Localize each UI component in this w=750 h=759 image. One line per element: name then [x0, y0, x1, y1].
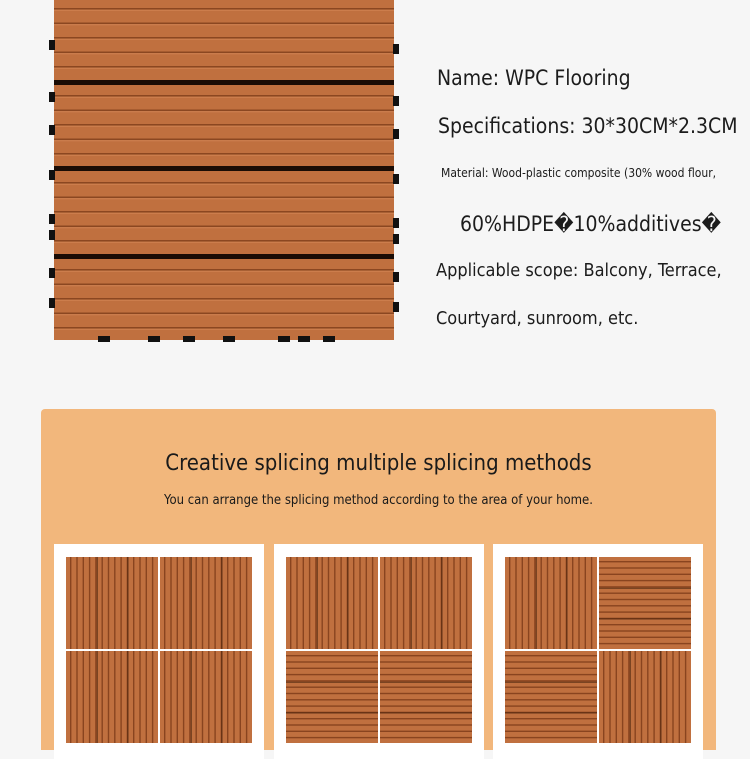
- product-specifications: Specifications: 30*30CM*2.3CM: [438, 114, 738, 138]
- product-name: Name: WPC Flooring: [437, 66, 631, 90]
- splicing-pattern-card: [493, 544, 703, 759]
- product-scope-continued: Courtyard, sunroom, etc.: [436, 308, 639, 329]
- splicing-pattern-card: [54, 544, 264, 759]
- splicing-panel: [41, 409, 716, 750]
- splicing-pattern-image: [286, 557, 472, 747]
- splicing-pattern-image: [505, 557, 691, 747]
- splicing-subtitle: You can arrange the splicing method according to the area of your home.: [164, 493, 593, 508]
- splicing-pattern-card: [274, 544, 484, 759]
- splicing-pattern-image: [66, 557, 252, 747]
- product-material-continued: 60%HDPE�10%additives�: [460, 212, 721, 236]
- splicing-title: Creative splicing multiple splicing methods: [165, 451, 592, 476]
- product-material: Material: Wood-plastic composite (30% wood flour,: [441, 166, 717, 180]
- product-scope: Applicable scope: Balcony, Terrace,: [436, 260, 722, 281]
- product-tile-image: [48, 0, 400, 344]
